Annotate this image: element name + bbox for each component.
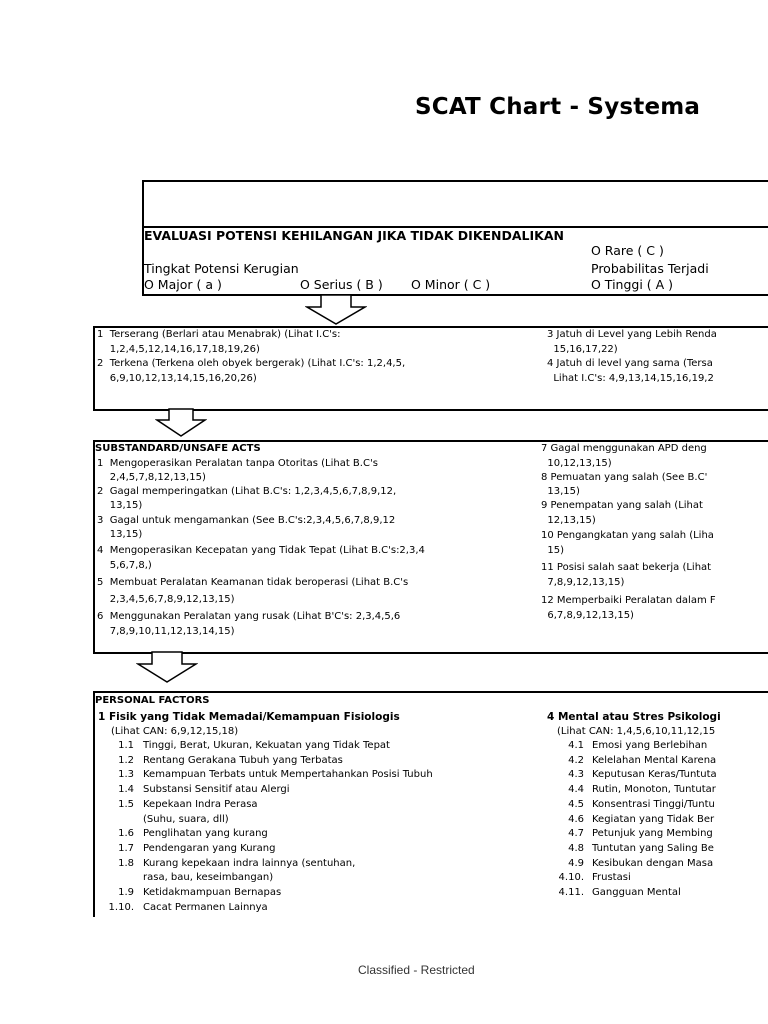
physical-factor-item-text: Tinggi, Berat, Ukuran, Kekuatan yang Tidak Tepat (143, 740, 390, 751)
mental-factor-item-text: Gangguan Mental (592, 887, 681, 898)
mental-factor-can: (Lihat CAN: 1,4,5,6,10,11,12,15 (557, 726, 716, 737)
down-arrow-icon (136, 651, 198, 684)
unsafe-act-line: 7,8,9,12,13,15) (541, 577, 625, 588)
physical-factor-item-number: 1.1 (118, 740, 134, 751)
tinggi-option: O Tinggi ( A ) (591, 277, 674, 292)
mental-factor-item-number: 4.7 (568, 828, 584, 840)
physical-factor-item-number: 1.8 (118, 857, 134, 869)
unsafe-act-line: 5 Membuat Peralatan Keamanan tidak beroperasi (Lihat B.C's (97, 577, 409, 588)
physical-factor-item-number: 1.6 (118, 828, 134, 840)
contact-line: 1 Terserang (Berlari atau Menabrak) (Lihat I.C's: (97, 329, 341, 340)
physical-factor-item-number: 1.10. (108, 901, 134, 913)
minor-option: O Minor ( C ) (411, 277, 491, 292)
unsafe-act-line: 12,13,15) (541, 515, 596, 526)
mental-factor-item-number: 4.5 (568, 798, 584, 810)
mental-factor-item-number: 4.4 (568, 784, 584, 796)
physical-factor-item-text: Kurang kepekaan indra lainnya (sentuhan, (143, 857, 356, 869)
physical-factor-item-text: (Suhu, suara, dll) (143, 813, 229, 825)
physical-factor-item-text: Rentang Gerakana Tubuh yang Terbatas (143, 754, 343, 766)
mental-factor-title: 4 Mental atau Stres Psikologi (547, 711, 721, 723)
unsafe-act-line: 13,15) (97, 529, 143, 540)
mental-factor-item-text: Emosi yang Berlebihan (592, 740, 708, 751)
unsafe-act-line: 7 Gagal menggunakan APD deng (541, 443, 707, 454)
unsafe-act-line: 11 Posisi salah saat bekerja (Lihat (541, 562, 712, 573)
physical-factor-item-text: Penglihatan yang kurang (143, 828, 268, 840)
mental-factor-item-text: Tuntutan yang Saling Be (592, 842, 714, 854)
page-title: SCAT Chart - Systema (415, 94, 701, 120)
unsafe-act-line: 12 Memperbaiki Peralatan dalam F (541, 595, 716, 606)
mental-factor-item-text: Frustasi (592, 872, 631, 884)
mental-factor-item-text: Kelelahan Mental Karena (592, 754, 717, 766)
mental-factor-item-number: 4.1 (568, 740, 584, 751)
down-arrow-icon (305, 294, 367, 326)
contact-line: 15,16,17,22) (547, 344, 618, 355)
unsafe-act-line: 5,6,7,8,) (97, 560, 152, 571)
mental-factor-item-text: Kesibukan dengan Masa (592, 857, 714, 869)
mental-factor-item-number: 4.9 (568, 857, 584, 869)
unsafe-act-line: 10,12,13,15) (541, 458, 612, 469)
mental-factor-item-number: 4.8 (568, 842, 584, 854)
serius-option: O Serius ( B ) (300, 277, 383, 292)
unsafe-act-line: 6,7,8,9,12,13,15) (541, 610, 634, 621)
unsafe-act-line: 9 Penempatan yang salah (Lihat (541, 500, 703, 511)
contact-line: 2 Terkena (Terkena oleh obyek bergerak) (Lihat I.C's: 1,2,4,5, (97, 358, 406, 369)
unsafe-act-line: 8 Pemuatan yang salah (See B.C' (541, 472, 708, 483)
physical-factor-item-text: Kepekaan Indra Perasa (143, 798, 258, 810)
mental-factor-item-number: 4.10. (558, 872, 584, 884)
unsafe-act-line: 13,15) (541, 486, 580, 497)
mental-factor-item-text: Rutin, Monoton, Tuntutar (592, 784, 716, 796)
physical-factor-item-text: Kemampuan Terbats untuk Mempertahankan Posisi Tubuh (143, 769, 433, 781)
physical-factor-item-text: rasa, bau, keseimbangan) (143, 872, 274, 884)
physical-factor-item-text: Pendengaran yang Kurang (143, 842, 276, 854)
physical-factor-item-number: 1.7 (118, 842, 134, 854)
major-option: O Major ( a ) (144, 277, 222, 292)
classification-footer: Classified - Restricted (358, 963, 475, 977)
mental-factor-item-text: Petunjuk yang Membing (592, 828, 713, 840)
unsafe-act-line: 15) (541, 545, 564, 556)
unsafe-act-line: 2,4,5,7,8,12,13,15) (97, 472, 206, 483)
unsafe-act-line: 10 Pengangkatan yang salah (Liha (541, 530, 714, 541)
personal-factors-heading: PERSONAL FACTORS (95, 695, 210, 706)
down-arrow-icon (155, 408, 207, 438)
unsafe-act-line: 1 Mengoperasikan Peralatan tanpa Otoritas (Lihat B.C's (97, 458, 378, 469)
contact-line: 3 Jatuh di Level yang Lebih Renda (547, 329, 717, 340)
probabilitas-label: Probabilitas Terjadi (591, 261, 709, 276)
physical-factor-item-number: 1.4 (118, 784, 134, 796)
unsafe-act-line: 13,15) (97, 500, 143, 511)
physical-factor-title: 1 Fisik yang Tidak Memadai/Kemampuan Fisiologis (98, 711, 400, 723)
unsafe-act-line: 2 Gagal memperingatkan (Lihat B.C's: 1,2,3,4,5,6,7,8,9,12, (97, 486, 397, 497)
unsafe-act-line: 4 Mengoperasikan Kecepatan yang Tidak Tepat (Lihat B.C's:2,3,4 (97, 545, 425, 556)
physical-factor-item-number: 1.2 (118, 754, 134, 766)
unsafe-act-line: 3 Gagal untuk mengamankan (See B.C's:2,3,4,5,6,7,8,9,12 (97, 515, 396, 526)
physical-factor-item-number: 1.3 (118, 769, 134, 781)
physical-factor-item-text: Cacat Permanen Lainnya (143, 901, 268, 913)
unsafe-act-line: 7,8,9,10,11,12,13,14,15) (97, 626, 235, 637)
physical-factor-item-number: 1.5 (118, 798, 134, 810)
evaluation-heading: EVALUASI POTENSI KEHILANGAN JIKA TIDAK DIKENDALIKAN (144, 228, 564, 243)
unsafe-act-line: 6 Menggunakan Peralatan yang rusak (Lihat B'C's: 2,3,4,5,6 (97, 611, 401, 622)
physical-factor-item-text: Substansi Sensitif atau Alergi (143, 784, 290, 796)
contact-line: 4 Jatuh di level yang sama (Tersa (547, 358, 713, 369)
mental-factor-item-number: 4.2 (568, 754, 584, 766)
unsafe-act-line: 2,3,4,5,6,7,8,9,12,13,15) (97, 594, 235, 605)
tingkat-label: Tingkat Potensi Kerugian (144, 261, 299, 276)
contact-line: 1,2,4,5,12,14,16,17,18,19,26) (97, 344, 260, 355)
mental-factor-item-number: 4.3 (568, 769, 584, 781)
rare-option: O Rare ( C ) (591, 243, 664, 258)
contact-line: Lihat I.C's: 4,9,13,14,15,16,19,2 (547, 373, 714, 384)
physical-factor-can: (Lihat CAN: 6,9,12,15,18) (111, 726, 239, 737)
mental-factor-item-number: 4.6 (568, 813, 584, 825)
unsafe-acts-heading: SUBSTANDARD/UNSAFE ACTS (95, 443, 261, 454)
contact-line: 6,9,10,12,13,14,15,16,20,26) (97, 373, 257, 384)
physical-factor-item-text: Ketidakmampuan Bernapas (143, 887, 282, 898)
mental-factor-item-number: 4.11. (558, 887, 584, 898)
mental-factor-item-text: Konsentrasi Tinggi/Tuntu (592, 798, 715, 810)
mental-factor-item-text: Keputusan Keras/Tuntuta (592, 769, 717, 781)
physical-factor-item-number: 1.9 (118, 887, 134, 898)
mental-factor-item-text: Kegiatan yang Tidak Ber (592, 813, 715, 825)
